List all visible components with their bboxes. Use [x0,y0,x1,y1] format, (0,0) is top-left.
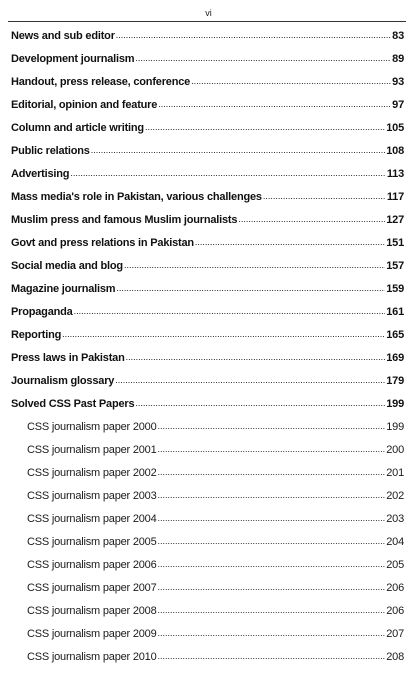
toc-entry-page: 200 [386,444,404,456]
toc-subentry-paper-2000[interactable] [11,420,404,443]
toc-entry-title: Development journalism [11,53,135,65]
toc-entry-page: 83 [392,30,404,42]
toc-entry-title: Solved CSS Past Papers [11,398,135,410]
toc-entry-title: Handout, press release, conference [11,76,191,88]
toc-entry-title: CSS journalism paper 2006 [27,559,157,571]
toc-entry-title: CSS journalism paper 2002 [27,467,157,479]
dot-leader [91,143,386,157]
dot-leader [145,120,385,134]
toc-entry-title: CSS journalism paper 2001 [27,444,157,456]
dot-leader [124,258,385,272]
toc-entry-page: 161 [386,306,404,318]
dot-leader [126,350,386,364]
toc-entry-page: 208 [386,651,404,663]
toc-entry-column-article-writing[interactable] [11,121,404,144]
toc-entry-propaganda[interactable] [11,305,404,328]
dot-leader [238,212,385,226]
toc-entry-page: 206 [386,605,404,617]
dot-leader [158,511,386,525]
dot-leader [158,442,386,456]
toc-entry-title: Public relations [11,145,90,157]
toc-entry-govt-press-relations[interactable] [11,236,404,259]
toc-entry-page: 105 [386,122,404,134]
toc-entry-handout-press-release[interactable] [11,75,404,98]
toc-entry-development-journalism[interactable] [11,52,404,75]
toc-entry-page: 202 [386,490,404,502]
toc-entry-title: CSS journalism paper 2005 [27,536,157,548]
toc-entry-title: CSS journalism paper 2004 [27,513,157,525]
toc-entry-title: Muslim press and famous Muslim journalists [11,214,238,226]
toc-entry-page: 157 [386,260,404,272]
dot-leader [158,603,386,617]
toc-entry-page: 207 [386,628,404,640]
dot-leader [135,51,391,65]
toc-entry-page: 165 [386,329,404,341]
dot-leader [74,304,386,318]
toc-entry-news-and-sub-editor[interactable] [11,29,404,52]
toc-entry-page: 206 [386,582,404,594]
toc-entry-page: 204 [386,536,404,548]
toc-entry-page: 199 [386,421,404,433]
toc-entry-public-relations[interactable] [11,144,404,167]
toc-subentry-paper-2008[interactable] [11,604,404,627]
dot-leader [158,649,386,663]
toc-subentry-paper-2009[interactable] [11,627,404,650]
toc-subentry-paper-2005[interactable] [11,535,404,558]
dot-leader [135,396,385,410]
header-rule [8,21,406,22]
page-number: vi [205,8,212,18]
toc-entry-title: Advertising [11,168,70,180]
toc-entry-page: 151 [386,237,404,249]
toc-entry-muslim-press[interactable] [11,213,404,236]
toc-entry-page: 179 [386,375,404,387]
table-of-contents [11,29,404,673]
toc-entry-journalism-glossary[interactable] [11,374,404,397]
toc-entry-social-media-blog[interactable] [11,259,404,282]
toc-entry-advertising[interactable] [11,167,404,190]
dot-leader [158,419,386,433]
toc-entry-title: CSS journalism paper 2009 [27,628,157,640]
toc-entry-title: Journalism glossary [11,375,115,387]
toc-subentry-paper-2006[interactable] [11,558,404,581]
toc-entry-press-laws[interactable] [11,351,404,374]
toc-entry-title: Propaganda [11,306,73,318]
dot-leader [158,580,386,594]
toc-entry-title: Reporting [11,329,62,341]
dot-leader [115,373,385,387]
toc-subentry-paper-2001[interactable] [11,443,404,466]
toc-entry-page: 199 [386,398,404,410]
dot-leader [158,488,386,502]
toc-entry-solved-css-past-papers[interactable] [11,397,404,420]
toc-entry-mass-media-role[interactable] [11,190,404,213]
toc-entry-title: CSS journalism paper 2010 [27,651,157,663]
toc-subentry-paper-2003[interactable] [11,489,404,512]
toc-subentry-paper-2007[interactable] [11,581,404,604]
dot-leader [263,189,386,203]
toc-entry-page: 97 [392,99,404,111]
toc-subentry-paper-2010[interactable] [11,650,404,673]
toc-entry-title: Press laws in Pakistan [11,352,125,364]
dot-leader [158,534,386,548]
dot-leader [70,166,386,180]
dot-leader [195,235,385,249]
toc-entry-magazine-journalism[interactable] [11,282,404,305]
dot-leader [116,281,385,295]
toc-entry-reporting[interactable] [11,328,404,351]
toc-entry-page: 201 [386,467,404,479]
toc-subentry-paper-2002[interactable] [11,466,404,489]
toc-entry-title: CSS journalism paper 2008 [27,605,157,617]
toc-entry-page: 93 [392,76,404,88]
toc-subentry-paper-2004[interactable] [11,512,404,535]
dot-leader [62,327,385,341]
toc-entry-page: 127 [386,214,404,226]
dot-leader [158,97,391,111]
toc-entry-title: CSS journalism paper 2003 [27,490,157,502]
toc-entry-page: 108 [386,145,404,157]
toc-entry-page: 169 [386,352,404,364]
dot-leader [158,626,386,640]
toc-entry-editorial-opinion-feature[interactable] [11,98,404,121]
toc-entry-page: 205 [386,559,404,571]
toc-entry-title: News and sub editor [11,30,115,42]
toc-entry-title: Social media and blog [11,260,123,272]
toc-entry-title: Govt and press relations in Pakistan [11,237,194,249]
toc-entry-page: 159 [386,283,404,295]
toc-entry-page: 117 [386,191,404,203]
toc-entry-page: 113 [386,168,404,180]
dot-leader [158,465,386,479]
toc-entry-page: 203 [386,513,404,525]
dot-leader [158,557,386,571]
dot-leader [116,28,391,42]
toc-entry-title: Column and article writing [11,122,144,134]
toc-entry-title: CSS journalism paper 2007 [27,582,157,594]
toc-entry-page: 89 [392,53,404,65]
toc-entry-title: CSS journalism paper 2000 [27,421,157,433]
dot-leader [191,74,391,88]
toc-entry-title: Mass media's role in Pakistan, various challenges [11,191,262,203]
toc-entry-title: Magazine journalism [11,283,116,295]
toc-entry-title: Editorial, opinion and feature [11,99,158,111]
